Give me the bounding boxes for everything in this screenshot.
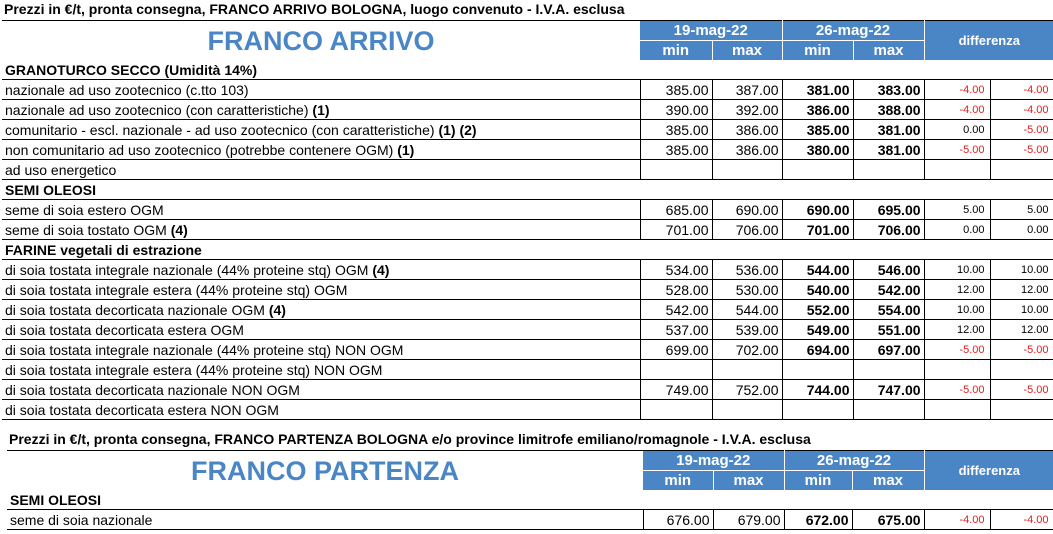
price-curr-min: 744.00 bbox=[782, 380, 853, 400]
diff-min: 10.00 bbox=[924, 300, 990, 320]
price-curr-min: 690.00 bbox=[782, 200, 853, 220]
partenza-date-2: 26-mag-22 bbox=[784, 451, 924, 471]
arrivo-body bbox=[2, 60, 1053, 420]
price-curr-min: 386.00 bbox=[782, 100, 853, 120]
price-curr-min: 540.00 bbox=[782, 280, 853, 300]
price-curr-min: 544.00 bbox=[782, 260, 853, 280]
row-label-text: di soia tostata integrale estera (44% proteine stq) NON OGM bbox=[5, 361, 383, 378]
partenza-min-1: min bbox=[643, 471, 713, 491]
price-curr-min: 672.00 bbox=[784, 510, 852, 530]
diff-max: -5.00 bbox=[990, 120, 1053, 140]
row-label-text: di soia tostata integrale nazionale (44% proteine stq) OGM bbox=[5, 261, 373, 278]
table-row bbox=[2, 260, 1053, 280]
price-curr-max: 554.00 bbox=[853, 300, 924, 320]
diff-max: -4.00 bbox=[990, 510, 1053, 530]
table-row bbox=[2, 280, 1053, 300]
price-prev-min: 749.00 bbox=[640, 380, 712, 400]
arrivo-title: FRANCO ARRIVO bbox=[2, 21, 640, 61]
row-label bbox=[2, 100, 640, 120]
price-prev-max: 392.00 bbox=[712, 100, 782, 120]
row-label bbox=[2, 160, 640, 180]
price-curr-min: 380.00 bbox=[782, 140, 853, 160]
section-title: FARINE vegetali di estrazione bbox=[2, 240, 1053, 260]
section-row bbox=[7, 490, 1053, 510]
row-label bbox=[2, 320, 640, 340]
row-label bbox=[2, 300, 640, 320]
price-prev-min: 385.00 bbox=[640, 80, 712, 100]
price-prev-min: 701.00 bbox=[640, 220, 712, 240]
price-prev-min: 699.00 bbox=[640, 340, 712, 360]
diff-max: -4.00 bbox=[990, 100, 1053, 120]
price-prev-max: 387.00 bbox=[712, 80, 782, 100]
diff-max bbox=[990, 400, 1053, 420]
diff-max: -4.00 bbox=[990, 80, 1053, 100]
section-row bbox=[2, 180, 1053, 200]
arrivo-price-table bbox=[2, 20, 1053, 420]
diff-min: 5.00 bbox=[924, 200, 990, 220]
arrivo-diff-header: differenza bbox=[924, 21, 1053, 61]
section-row bbox=[2, 240, 1053, 260]
table-row bbox=[2, 320, 1053, 340]
partenza-price-table bbox=[7, 450, 1053, 530]
price-curr-min: 385.00 bbox=[782, 120, 853, 140]
price-curr-max: 706.00 bbox=[853, 220, 924, 240]
row-label-text: comunitario - escl. nazionale - ad uso zootecnico (con caratteristiche) bbox=[5, 121, 439, 138]
arrivo-date-1: 19-mag-22 bbox=[640, 21, 782, 41]
arrivo-date-2: 26-mag-22 bbox=[782, 21, 924, 41]
table-row bbox=[2, 340, 1053, 360]
row-label bbox=[2, 360, 640, 380]
price-curr-max: 697.00 bbox=[853, 340, 924, 360]
diff-min: -5.00 bbox=[924, 340, 990, 360]
row-note: (4) bbox=[268, 301, 286, 318]
table-row bbox=[2, 80, 1053, 100]
price-curr-max: 388.00 bbox=[853, 100, 924, 120]
section-title: SEMI OLEOSI bbox=[7, 490, 1053, 510]
row-label-text: seme di soia tostato OGM bbox=[5, 221, 171, 238]
diff-max: 12.00 bbox=[990, 280, 1053, 300]
table-row bbox=[2, 160, 1053, 180]
price-curr-max: 695.00 bbox=[853, 200, 924, 220]
diff-min: -4.00 bbox=[924, 80, 990, 100]
price-prev-min: 534.00 bbox=[640, 260, 712, 280]
diff-min: 12.00 bbox=[924, 320, 990, 340]
row-label-text: non comunitario ad uso zootecnico (potrebbe contenere OGM) bbox=[5, 141, 398, 158]
partenza-title: FRANCO PARTENZA bbox=[7, 451, 643, 491]
diff-min: 0.00 bbox=[924, 120, 990, 140]
row-label-text: di soia tostata decorticata nazionale OGM bbox=[5, 301, 269, 318]
row-note: (1) (2) bbox=[438, 121, 477, 138]
row-note: (1) bbox=[397, 141, 415, 158]
price-curr-max bbox=[853, 160, 924, 180]
section-title: SEMI OLEOSI bbox=[2, 180, 1053, 200]
price-prev-max: 706.00 bbox=[712, 220, 782, 240]
diff-max: 0.00 bbox=[990, 220, 1053, 240]
arrivo-min-1: min bbox=[640, 41, 712, 61]
price-prev-max: 544.00 bbox=[712, 300, 782, 320]
row-label bbox=[2, 400, 640, 420]
row-note: (4) bbox=[372, 261, 390, 278]
section-title: GRANOTURCO SECCO (Umidità 14%) bbox=[2, 60, 1053, 80]
price-curr-min bbox=[782, 400, 853, 420]
table-row bbox=[2, 360, 1053, 380]
partenza-min-2: min bbox=[784, 471, 852, 491]
price-prev-max: 690.00 bbox=[712, 200, 782, 220]
table-row bbox=[2, 100, 1053, 120]
row-label-text: di soia tostata decorticata estera OGM bbox=[5, 321, 244, 338]
arrivo-header bbox=[2, 21, 1053, 61]
price-prev-min bbox=[640, 400, 712, 420]
row-label bbox=[7, 510, 643, 530]
price-prev-min: 676.00 bbox=[643, 510, 713, 530]
diff-max: -5.00 bbox=[990, 340, 1053, 360]
row-label bbox=[2, 220, 640, 240]
row-label bbox=[2, 80, 640, 100]
row-label-text: nazionale ad uso zootecnico (con caratteristiche) bbox=[5, 101, 313, 118]
diff-min bbox=[924, 360, 990, 380]
table-row bbox=[2, 300, 1053, 320]
diff-max: -5.00 bbox=[990, 380, 1053, 400]
price-curr-min: 552.00 bbox=[782, 300, 853, 320]
table-row bbox=[2, 400, 1053, 420]
price-curr-max: 383.00 bbox=[853, 80, 924, 100]
price-curr-min: 701.00 bbox=[782, 220, 853, 240]
price-curr-min bbox=[782, 360, 853, 380]
table-row bbox=[2, 380, 1053, 400]
price-prev-min bbox=[640, 160, 712, 180]
price-curr-max: 747.00 bbox=[853, 380, 924, 400]
price-curr-min: 381.00 bbox=[782, 80, 853, 100]
partenza-max-2: max bbox=[852, 471, 924, 491]
diff-min: -4.00 bbox=[924, 100, 990, 120]
price-curr-max: 551.00 bbox=[853, 320, 924, 340]
price-curr-min: 694.00 bbox=[782, 340, 853, 360]
table-row bbox=[2, 220, 1053, 240]
price-prev-min: 542.00 bbox=[640, 300, 712, 320]
table-row bbox=[2, 200, 1053, 220]
diff-max: 10.00 bbox=[990, 260, 1053, 280]
price-prev-min: 685.00 bbox=[640, 200, 712, 220]
row-label bbox=[2, 120, 640, 140]
partenza-max-1: max bbox=[713, 471, 784, 491]
price-prev-min: 537.00 bbox=[640, 320, 712, 340]
diff-min bbox=[924, 400, 990, 420]
diff-max: 10.00 bbox=[990, 300, 1053, 320]
partenza-body bbox=[7, 490, 1053, 530]
price-prev-max: 386.00 bbox=[712, 140, 782, 160]
row-label-text: ad uso energetico bbox=[5, 161, 117, 178]
table-row bbox=[7, 510, 1053, 530]
diff-max: 12.00 bbox=[990, 320, 1053, 340]
price-prev-min: 528.00 bbox=[640, 280, 712, 300]
price-prev-min bbox=[640, 360, 712, 380]
diff-max bbox=[990, 160, 1053, 180]
diff-min: -5.00 bbox=[924, 140, 990, 160]
partenza-header bbox=[7, 451, 1053, 491]
price-prev-max: 679.00 bbox=[713, 510, 784, 530]
price-curr-max: 381.00 bbox=[853, 140, 924, 160]
price-curr-min: 549.00 bbox=[782, 320, 853, 340]
diff-min: 10.00 bbox=[924, 260, 990, 280]
diff-min: -4.00 bbox=[924, 510, 990, 530]
arrivo-max-2: max bbox=[853, 41, 924, 61]
arrivo-min-2: min bbox=[782, 41, 853, 61]
row-label-text: di soia tostata decorticata nazionale NON OGM bbox=[5, 381, 300, 398]
section-row bbox=[2, 60, 1053, 80]
row-label bbox=[2, 200, 640, 220]
diff-min: 12.00 bbox=[924, 280, 990, 300]
row-label-text: di soia tostata decorticata estera NON OGM bbox=[5, 401, 279, 418]
price-prev-min: 390.00 bbox=[640, 100, 712, 120]
price-prev-min: 385.00 bbox=[640, 120, 712, 140]
partenza-diff-header: differenza bbox=[924, 451, 1053, 491]
row-note: (4) bbox=[170, 221, 188, 238]
row-label-text: seme di soia estero OGM bbox=[5, 201, 164, 218]
price-prev-max bbox=[712, 400, 782, 420]
row-label bbox=[2, 280, 640, 300]
arrivo-heading: Prezzi in €/t, pronta consegna, FRANCO ARRIVO BOLOGNA, luogo convenuto - I.V.A. esclusa bbox=[4, 1, 625, 17]
price-prev-min: 385.00 bbox=[640, 140, 712, 160]
diff-max: 5.00 bbox=[990, 200, 1053, 220]
table-row bbox=[2, 140, 1053, 160]
partenza-heading: Prezzi in €/t, pronta consegna, FRANCO PARTENZA BOLOGNA e/o province limitrofe emiliano/romagnole - I.V.A. esclusa bbox=[9, 431, 811, 447]
price-curr-max bbox=[853, 360, 924, 380]
row-note: (1) bbox=[312, 101, 330, 118]
price-curr-max bbox=[853, 400, 924, 420]
price-prev-max bbox=[712, 160, 782, 180]
price-prev-max: 530.00 bbox=[712, 280, 782, 300]
price-prev-max: 702.00 bbox=[712, 340, 782, 360]
price-prev-max: 539.00 bbox=[712, 320, 782, 340]
row-label bbox=[2, 380, 640, 400]
diff-max: -5.00 bbox=[990, 140, 1053, 160]
row-label-text: di soia tostata integrale estera (44% proteine stq) OGM bbox=[5, 281, 348, 298]
row-label-text: nazionale ad uso zootecnico (c.tto 103) bbox=[5, 81, 249, 98]
price-curr-max: 542.00 bbox=[853, 280, 924, 300]
diff-min: -5.00 bbox=[924, 380, 990, 400]
diff-min bbox=[924, 160, 990, 180]
row-label bbox=[2, 140, 640, 160]
price-curr-max: 546.00 bbox=[853, 260, 924, 280]
price-prev-max: 386.00 bbox=[712, 120, 782, 140]
row-label-text: di soia tostata integrale nazionale (44% proteine stq) NON OGM bbox=[5, 341, 404, 358]
price-curr-min bbox=[782, 160, 853, 180]
price-prev-max: 536.00 bbox=[712, 260, 782, 280]
table-row bbox=[2, 120, 1053, 140]
diff-max bbox=[990, 360, 1053, 380]
price-prev-max bbox=[712, 360, 782, 380]
price-curr-max: 381.00 bbox=[853, 120, 924, 140]
row-label-text: seme di soia nazionale bbox=[10, 511, 153, 528]
row-label bbox=[2, 260, 640, 280]
partenza-date-1: 19-mag-22 bbox=[643, 451, 784, 471]
price-prev-max: 752.00 bbox=[712, 380, 782, 400]
arrivo-max-1: max bbox=[712, 41, 782, 61]
diff-min: 0.00 bbox=[924, 220, 990, 240]
row-label bbox=[2, 340, 640, 360]
price-curr-max: 675.00 bbox=[852, 510, 924, 530]
